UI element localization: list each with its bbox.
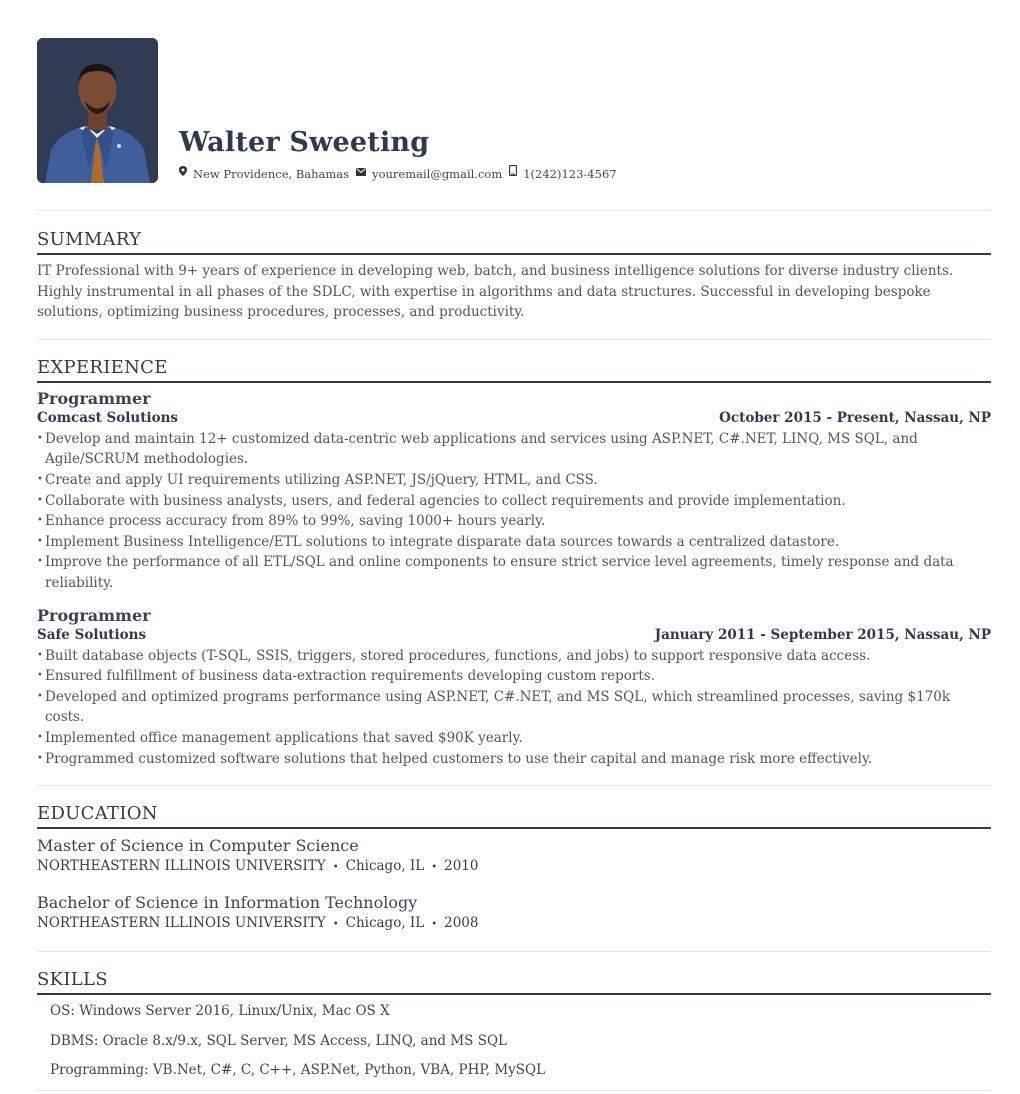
school-name: NORTHEASTERN ILLINOIS UNIVERSITY <box>37 915 326 932</box>
job-bullet: • Ensured fulfillment of business data-extraction requirements developing custom reports. <box>37 666 991 687</box>
job-bullet: • Develop and maintain 12+ customized data-centric web applications and services using ASP.NET, C#.NET, LINQ, MS SQL, and Agile/SCRUM methodologies. <box>37 429 991 470</box>
graduation-year: 2008 <box>444 915 479 932</box>
job-dates-location: January 2011 - September 2015, Nassau, NP <box>654 626 991 643</box>
divider <box>37 785 991 786</box>
job-bullets <box>37 646 991 770</box>
job-entry <box>37 606 991 770</box>
education-heading: EDUCATION <box>37 802 991 829</box>
job-bullet: • Improve the performance of all ETL/SQL and online components to ensure strict service level agreements, timely response and data reliability. <box>37 552 991 593</box>
summary-heading: SUMMARY <box>37 228 991 255</box>
phone-group <box>509 165 616 182</box>
contact-info <box>179 165 624 182</box>
summary-text: IT Professional with 9+ years of experience in developing web, batch, and business intelligence solutions for diverse industry clients. Highly instrumental in all phases of the SDLC, with expertise in algorithms and data structures. Successful in developing bespoke solutions, optimizing business procedures, processes, and productivity. <box>37 263 954 321</box>
education-details: NORTHEASTERN ILLINOIS UNIVERSITY • Chicago, IL • 2010 <box>37 858 479 875</box>
job-bullet: • Implement Business Intelligence/ETL solutions to integrate disparate data sources towards a centralized datastore. <box>37 532 991 553</box>
divider <box>37 1090 991 1091</box>
divider <box>37 339 991 340</box>
job-bullet: • Implemented office management applications that saved $90K yearly. <box>37 728 991 749</box>
candidate-name: Walter Sweeting <box>179 127 430 158</box>
job-title: Programmer <box>37 605 151 625</box>
job-bullet: • Programmed customized software solutions that helped customers to use their capital and manage risk more effectively. <box>37 749 991 770</box>
profile-photo <box>37 38 158 183</box>
experience-heading: EXPERIENCE <box>37 356 991 383</box>
skill-item: OS: Windows Server 2016, Linux/Unix, Mac OS X <box>50 1003 390 1020</box>
divider <box>37 210 991 211</box>
school-name: NORTHEASTERN ILLINOIS UNIVERSITY <box>37 858 326 875</box>
location-text: New Providence, Bahamas <box>193 166 350 181</box>
job-meta <box>37 625 991 646</box>
header-text <box>179 127 624 183</box>
job-bullets <box>37 429 991 594</box>
job-bullet: • Enhance process accuracy from 89% to 99%, saving 1000+ hours yearly. <box>37 511 991 532</box>
phone-text: 1(242)123-4567 <box>523 166 617 181</box>
company-name: Safe Solutions <box>37 626 147 643</box>
envelope-icon <box>356 166 366 182</box>
graduation-year: 2010 <box>444 858 479 875</box>
location-group <box>179 166 349 182</box>
education-details: NORTHEASTERN ILLINOIS UNIVERSITY • Chicago, IL • 2008 <box>37 915 479 932</box>
summary-section <box>37 228 991 323</box>
degree-title: Master of Science in Computer Science <box>37 836 359 856</box>
mobile-phone-icon <box>509 165 517 182</box>
education-section <box>37 802 991 935</box>
skill-item: Programming: VB.Net, C#, C, C++, ASP.Net, Python, VBA, PHP, MySQL <box>50 1062 546 1079</box>
job-bullet: • Create and apply UI requirements utilizing ASP.NET, JS/jQuery, HTML, and CSS. <box>37 470 991 491</box>
job-dates-location: October 2015 - Present, Nassau, NP <box>719 409 991 426</box>
job-title: Programmer <box>37 388 151 408</box>
job-bullet: • Built database objects (T-SQL, SSIS, triggers, stored procedures, functions, and jobs) to support responsive data access. <box>37 646 991 667</box>
skill-item: DBMS: Oracle 8.x/9.x, SQL Server, MS Access, LINQ, and MS SQL <box>50 1032 508 1049</box>
job-entry <box>37 389 991 594</box>
experience-section <box>37 356 991 769</box>
email-group <box>356 166 502 182</box>
job-meta <box>37 408 991 429</box>
skills-heading: SKILLS <box>37 968 991 995</box>
job-bullet: • Developed and optimized programs performance using ASP.NET, C#.NET, and MS SQL, which streamlined processes, saving $170k costs. <box>37 687 991 728</box>
email-link[interactable]: youremail@gmail.com <box>372 166 503 181</box>
education-entry <box>37 892 991 935</box>
education-entry <box>37 835 991 878</box>
school-location: Chicago, IL <box>345 915 425 932</box>
degree-title: Bachelor of Science in Information Technology <box>37 893 418 913</box>
divider <box>37 951 991 952</box>
resume-page <box>37 0 991 1091</box>
resume-header <box>37 38 991 183</box>
job-bullet: • Collaborate with business analysts, users, and federal agencies to collect requirements and provide implementation. <box>37 491 991 512</box>
skills-section <box>37 968 991 1080</box>
company-name: Comcast Solutions <box>37 409 179 426</box>
skills-list <box>37 1001 991 1080</box>
school-location: Chicago, IL <box>345 858 425 875</box>
location-pin-icon <box>179 166 187 182</box>
